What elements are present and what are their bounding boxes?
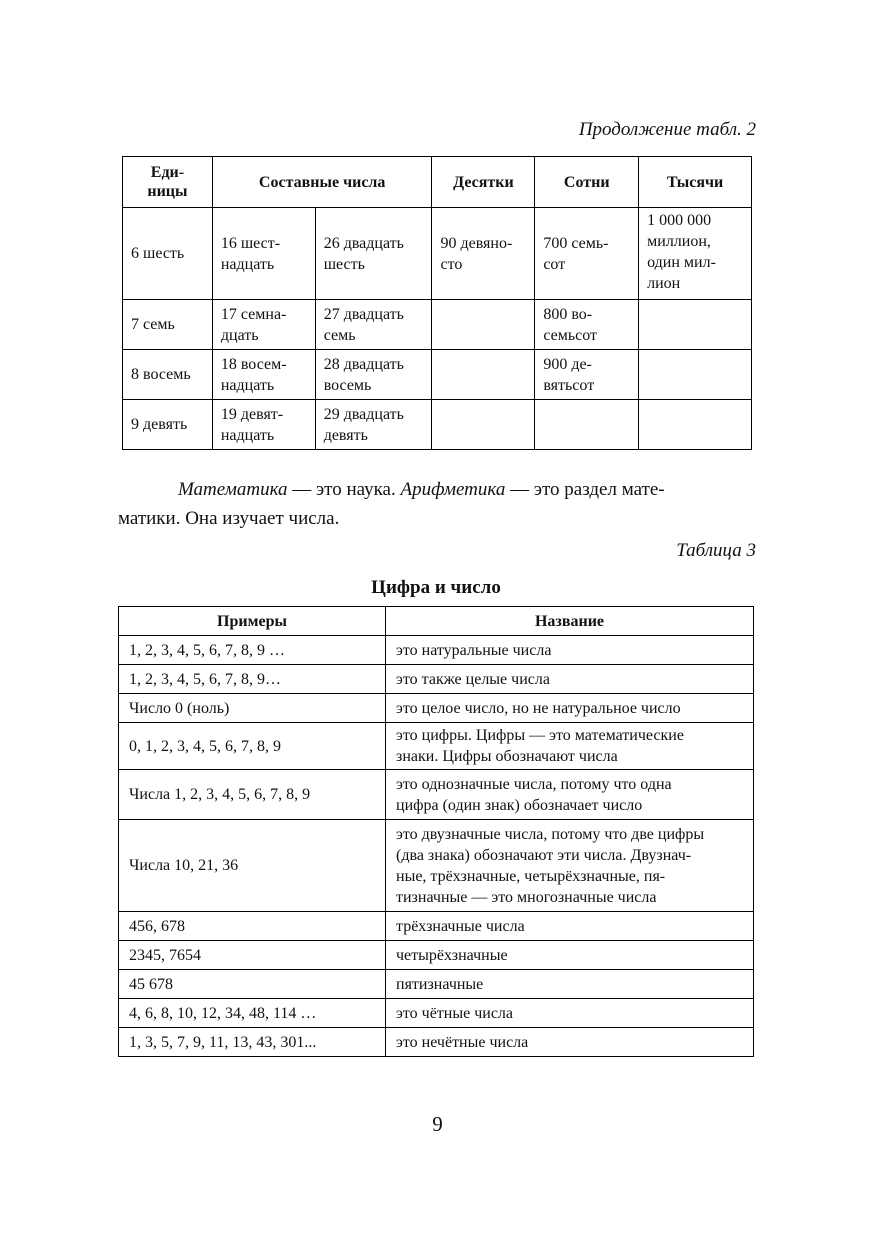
- table-cell: [639, 350, 752, 400]
- table-row: [119, 999, 754, 1028]
- header-thousands: Тысячи: [639, 157, 752, 208]
- example-cell: 0, 1, 2, 3, 4, 5, 6, 7, 8, 9: [119, 723, 386, 770]
- example-cell: 1, 3, 5, 7, 9, 11, 13, 43, 301...: [119, 1028, 386, 1057]
- table-cell: 900 де- вятьсот: [535, 350, 639, 400]
- table-continuation-caption: Продолжение табл. 2: [578, 119, 756, 140]
- table-cell: 1 000 000 миллион, один мил- лион: [639, 208, 752, 300]
- header-compound-numbers: Составные числа: [212, 157, 432, 208]
- table-cell: 26 двадцать шесть: [315, 208, 432, 300]
- example-cell: 4, 6, 8, 10, 12, 34, 48, 114 …: [119, 999, 386, 1028]
- table-row: [119, 941, 754, 970]
- table-row: [119, 1028, 754, 1057]
- table-cell: 17 семна- дцать: [212, 300, 315, 350]
- table-row: [123, 300, 752, 350]
- name-cell: пятизначные: [386, 970, 754, 999]
- table-row: [119, 694, 754, 723]
- table-row: [119, 970, 754, 999]
- digit-number-table: [118, 606, 754, 1057]
- table-cell: 29 двадцать девять: [315, 400, 432, 450]
- term-arithmetic: Арифметика: [400, 479, 506, 500]
- table-cell: [432, 400, 535, 450]
- header-tens: Десятки: [432, 157, 535, 208]
- table-cell: 16 шест- надцать: [212, 208, 315, 300]
- example-cell: 456, 678: [119, 912, 386, 941]
- name-cell: это также целые числа: [386, 665, 754, 694]
- name-cell: четырёхзначные: [386, 941, 754, 970]
- table-cell: 19 девят- надцать: [212, 400, 315, 450]
- table-cell: 800 во- семьсот: [535, 300, 639, 350]
- table-row: [119, 820, 754, 912]
- table-header-row: [123, 157, 752, 208]
- table-cell: 9 девять: [123, 400, 213, 450]
- name-cell: это натуральные числа: [386, 636, 754, 665]
- header-hundreds: Сотни: [535, 157, 639, 208]
- table-cell: 90 девяно- сто: [432, 208, 535, 300]
- table-cell: [535, 400, 639, 450]
- example-cell: 1, 2, 3, 4, 5, 6, 7, 8, 9 …: [119, 636, 386, 665]
- name-cell: это нечётные числа: [386, 1028, 754, 1057]
- table-row: [123, 350, 752, 400]
- table3-title: Цифра и число: [371, 577, 501, 598]
- table3-caption: Таблица 3: [676, 540, 756, 561]
- table-cell: 6 шесть: [123, 208, 213, 300]
- example-cell: 1, 2, 3, 4, 5, 6, 7, 8, 9…: [119, 665, 386, 694]
- name-cell: трёхзначные числа: [386, 912, 754, 941]
- table-cell: 27 двадцать семь: [315, 300, 432, 350]
- name-cell: это чётные числа: [386, 999, 754, 1028]
- table-row: [123, 208, 752, 300]
- table-row: [119, 665, 754, 694]
- header-examples: Примеры: [119, 607, 386, 636]
- table-cell: [432, 350, 535, 400]
- intro-paragraph: [118, 475, 756, 533]
- numbers-table: [122, 156, 752, 450]
- example-cell: Число 0 (ноль): [119, 694, 386, 723]
- table-header-row: [119, 607, 754, 636]
- paragraph-line-2: матики. Она изучает числа.: [118, 508, 340, 529]
- table-row: [119, 770, 754, 820]
- table-row: [119, 636, 754, 665]
- table-cell: 18 восем- надцать: [212, 350, 315, 400]
- table-cell: 28 двадцать восемь: [315, 350, 432, 400]
- table-cell: [639, 400, 752, 450]
- page-number: 9: [432, 1112, 443, 1136]
- example-cell: 2345, 7654: [119, 941, 386, 970]
- paragraph-text-1: — это наука.: [287, 479, 401, 500]
- table-row: [119, 912, 754, 941]
- name-cell: это двузначные числа, потому что две цифры (два знака) обозначают эти числа. Двузнач- ные, трёхзначные, четырёхзначные, пя- тизначные — это многозначные числа: [386, 820, 754, 912]
- table-cell: [639, 300, 752, 350]
- example-cell: Числа 1, 2, 3, 4, 5, 6, 7, 8, 9: [119, 770, 386, 820]
- paragraph-text-2: — это раздел мате-: [505, 479, 665, 500]
- table-cell: 700 семь- сот: [535, 208, 639, 300]
- table-row: [123, 400, 752, 450]
- table-row: [119, 723, 754, 770]
- header-name: Название: [386, 607, 754, 636]
- example-cell: Числа 10, 21, 36: [119, 820, 386, 912]
- name-cell: это цифры. Цифры — это математические знаки. Цифры обозначают числа: [386, 723, 754, 770]
- paragraph-line-1: [118, 475, 756, 504]
- table-cell: 8 восемь: [123, 350, 213, 400]
- table-cell: 7 семь: [123, 300, 213, 350]
- name-cell: это однозначные числа, потому что одна цифра (один знак) обозначает число: [386, 770, 754, 820]
- table-cell: [432, 300, 535, 350]
- term-mathematics: Математика: [178, 479, 288, 500]
- header-units: Еди- ницы: [123, 157, 213, 208]
- name-cell: это целое число, но не натуральное число: [386, 694, 754, 723]
- example-cell: 45 678: [119, 970, 386, 999]
